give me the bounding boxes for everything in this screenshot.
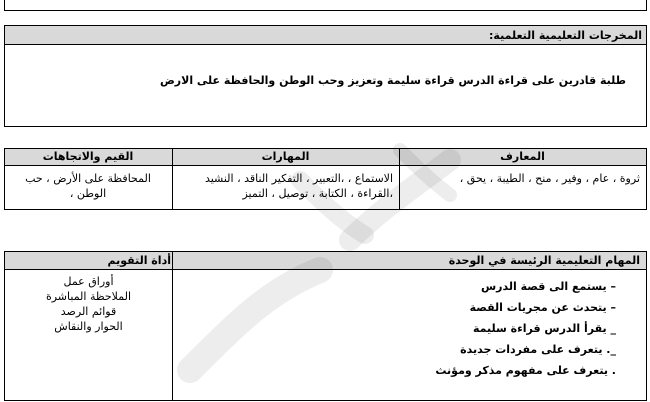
- header-knowledge: المعارف: [500, 150, 545, 163]
- task-item: – يستمع الى قصة الدرس: [480, 280, 616, 293]
- tasks-header-row: [5, 252, 646, 270]
- skills-line: الاستماع ، ،التعبير ، التفكير الناقد ، النشيد: [204, 172, 393, 185]
- knowledge-cell: ثروة ، عام ، وفير ، منح ، الطيبة ، يحق ،: [459, 172, 640, 185]
- skills-line: ،القراءة ، الكتابة ، توصيل ، التميز: [242, 187, 393, 200]
- column-divider: [399, 149, 400, 209]
- values-line: المحافظة على الأرض ، حب: [25, 172, 151, 185]
- values-line: الوطن ،: [69, 187, 107, 200]
- assessment-list: [5, 274, 172, 334]
- skills-cell: [175, 171, 393, 201]
- task-item: . يتعرف على مفهوم مذكر ومؤنث: [435, 364, 616, 377]
- header-assessment: أداة التقويم: [107, 254, 171, 267]
- task-item: _ يقرأ الدرس قراءة سليمة: [472, 322, 616, 335]
- assessment-item: قوائم الرصد: [60, 305, 117, 318]
- assessment-item: الحوار والنقاش: [54, 320, 123, 333]
- top-section-box: [4, 0, 647, 11]
- knowledge-skills-values-table: [4, 148, 647, 210]
- tasks-assessment-table: [4, 251, 647, 401]
- table-header-row: [5, 149, 646, 166]
- assessment-item: الملاحظة المباشرة: [45, 290, 132, 303]
- outcomes-text: طلبة قادرين على قراءة الدرس قراءة سليمة وتعزيز وحب الوطن والحافظة على الارض: [160, 74, 626, 87]
- outcomes-header-text: المخرجات التعليمية التعلمية:: [489, 28, 642, 42]
- header-values: القيم والاتجاهات: [42, 150, 134, 163]
- assessment-item: أوراق عمل: [63, 275, 114, 288]
- header-tasks: المهام التعليمية الرئيسة في الوحدة: [448, 254, 640, 267]
- task-item: _. يتعرف على مفردات جديدة: [460, 343, 616, 356]
- tasks-list: [356, 276, 616, 381]
- values-cell: [4, 171, 172, 201]
- column-divider: [172, 149, 173, 209]
- outcomes-header: [5, 26, 646, 45]
- column-divider: [172, 252, 173, 400]
- outcomes-box: [4, 25, 647, 127]
- task-item: – يتحدث عن مجريات القصة: [469, 301, 616, 314]
- header-skills: المهارات: [261, 150, 310, 163]
